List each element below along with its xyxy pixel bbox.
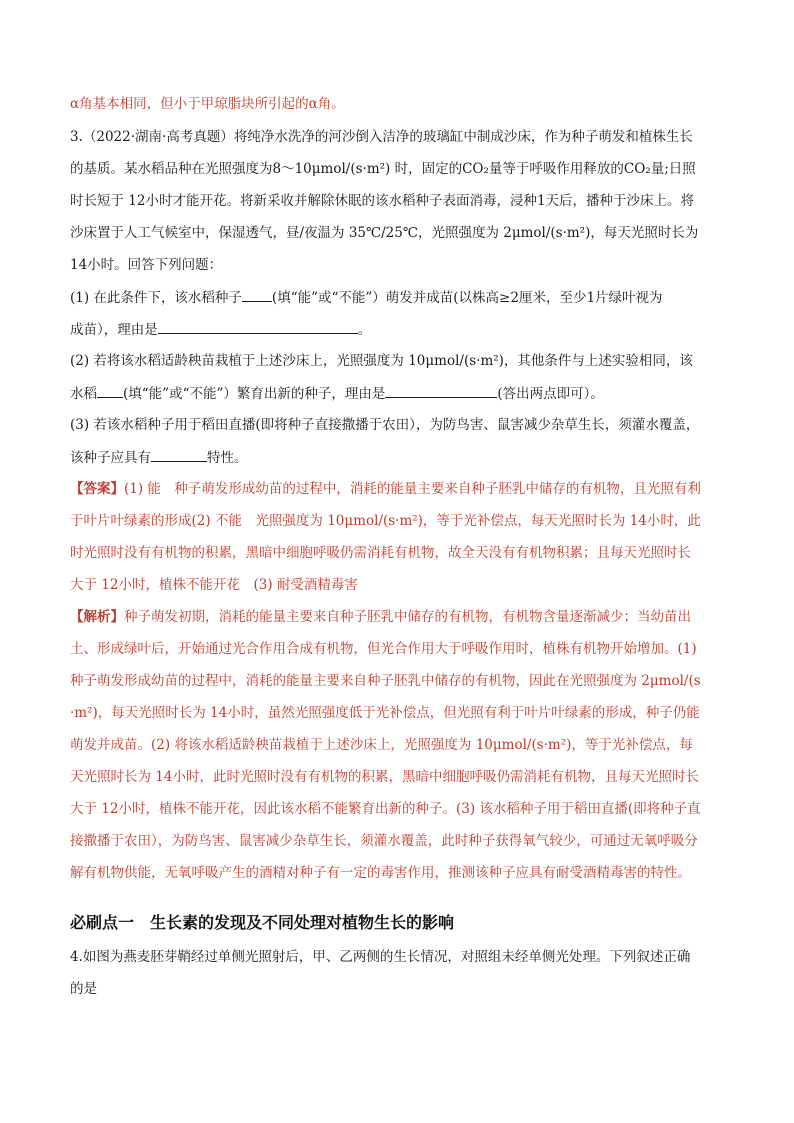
analysis-line-8: 接撒播于农田），为防鸟害、鼠害减少杂草生长，须灌水覆盖，此时种子获得氧气较少，可通过无氧呼吸分 [70, 833, 698, 849]
q3-subquestion-3: (3) 若该水稻种子用于稻田直播(即将种子直接撒播于农田），为防鸟害、鼠害减少杂草生长，须灌水覆盖， [70, 417, 700, 433]
q3-sub1-text-a: (1) 在此条件下，该水稻种子 [70, 290, 242, 306]
analysis-line-5: 萌发并成苗。(2) 将该水稻适龄秧苗栽植于上述沙床上，光照强度为 10μmol/(s·m²)，等于光补偿点，每 [70, 737, 693, 753]
q4-line-2: 的是 [70, 981, 97, 997]
analysis-line-9: 解有机物供能，无氧呼吸产生的酒精对种子有一定的毒害作用，推测该种子应具有耐受酒精毒害的特性。 [70, 865, 691, 881]
answer-blank[interactable] [151, 447, 207, 462]
q3-sub2-text-d: (答出两点即可）。 [497, 386, 604, 402]
analysis-label: 【解析】 [70, 609, 124, 625]
q4-line-1: 4.如图为燕麦胚芽鞘经过单侧光照射后，甲、乙两侧的生长情况，对照组未经单侧光处理。下列叙述正确 [70, 949, 691, 965]
answer-blank[interactable] [158, 319, 358, 334]
q3-line-3: 时长短于 12小时才能开花。将新采收并解除休眠的该水稻种子表面消毒，浸种1天后，播种于沙床上。将 [70, 193, 695, 209]
analysis-line-1 [70, 607, 730, 627]
analysis-line-2: 土、形成绿叶后，开始通过光合作用合成有机物，但光合作用大于呼吸作用时，植株有机物开始增加。(1) [70, 641, 697, 657]
analysis-text-1: 种子萌发初期，消耗的能量主要来自种子胚乳中储存的有机物，有机物含量逐渐减少；当幼苗出 [124, 609, 691, 625]
analysis-line-6: 天光照时长为 14小时，此时光照时没有有机物的积累，黑暗中细胞呼吸仍需消耗有机物，且每天光照时长 [70, 769, 699, 785]
analysis-line-7: 大于 12小时，植株不能开花，因此该水稻不能繁育出新的种子。(3) 该水稻种子用于稻田直播(即将种子直 [70, 801, 701, 817]
q3-subquestion-1-cont [70, 319, 730, 340]
q3-sub2-text-c: (填“能”或“不能”）繁育出新的种子，理由是 [123, 386, 386, 402]
q3-line-2: 的基质。某水稻品种在光照强度为8～10μmol/(s·m²) 时，固定的CO₂量等于呼吸作用释放的CO₂量;日照 [70, 161, 696, 177]
intro-line: α角基本相同，但小于甲琼脂块所引起的α角。 [70, 96, 345, 112]
q3-line-5: 14小时。回答下列问题： [70, 257, 223, 273]
q3-sub1-text-b: (填“能”或“不能”）萌发并成苗(以株高≥2厘米，至少1片绿叶视为 [271, 290, 663, 306]
q3-subquestion-2-cont [70, 383, 730, 404]
section-heading: 必刷点一 生长素的发现及不同处理对植物生长的影响 [70, 913, 455, 932]
q3-sub1-text-c: 成苗），理由是 [70, 322, 158, 338]
answer-line-3: 时光照时没有有机物的积累，黑暗中细胞呼吸仍需消耗有机物，故全天没有有机物积累；且每天光照时长 [70, 545, 691, 561]
q3-line-1: 3.（2022·湖南·高考真题）将纯净水洗净的河沙倒入洁净的玻璃缸中制成沙床，作为种子萌发和植株生长 [70, 129, 693, 145]
q3-sub3-text-b: 该种子应具有 [70, 450, 151, 466]
q3-line-4: 沙床置于人工气候室中，保湿透气，昼/夜温为 35℃/25℃，光照强度为 2μmol/(s·m²)，每天光照时长为 [70, 225, 699, 241]
answer-blank[interactable] [385, 383, 497, 398]
q3-subquestion-3-cont [70, 447, 730, 468]
analysis-line-3: 种子萌发形成幼苗的过程中，消耗的能量主要来自种子胚乳中储存的有机物，因此在光照强度为 2μmol/(s [70, 673, 701, 689]
q3-subquestion-1 [70, 287, 730, 308]
answer-blank[interactable] [242, 287, 272, 302]
answer-label: 【答案】 [70, 481, 124, 497]
answer-line-4: 大于 12小时，植株不能开花 (3) 耐受酒精毒害 [70, 577, 358, 593]
q3-sub1-text-d: 。 [357, 322, 372, 338]
q3-sub2-text-b: 水稻 [70, 386, 97, 402]
analysis-line-4: ·m²)，每天光照时长为 14小时，虽然光照强度低于光补偿点，但光照有利于叶片叶绿素的形成，种子仍能 [70, 705, 700, 721]
q3-sub3-text-c: 特性。 [207, 450, 248, 466]
answer-line-2: 于叶片叶绿素的形成(2) 不能 光照强度为 10μmol/(s·m²)，等于光补偿点，每天光照时长为 14小时，此 [70, 513, 701, 529]
answer-line-1 [70, 479, 730, 499]
answer-blank[interactable] [97, 383, 123, 398]
q3-subquestion-2: (2) 若将该水稻适龄秧苗栽植于上述沙床上，光照强度为 10μmol/(s·m²)，其他条件与上述实验相同，该 [70, 353, 693, 369]
answer-text-1: (1) 能 种子萌发形成幼苗的过程中，消耗的能量主要来自种子胚乳中储存的有机物，且光照有利 [124, 481, 701, 497]
